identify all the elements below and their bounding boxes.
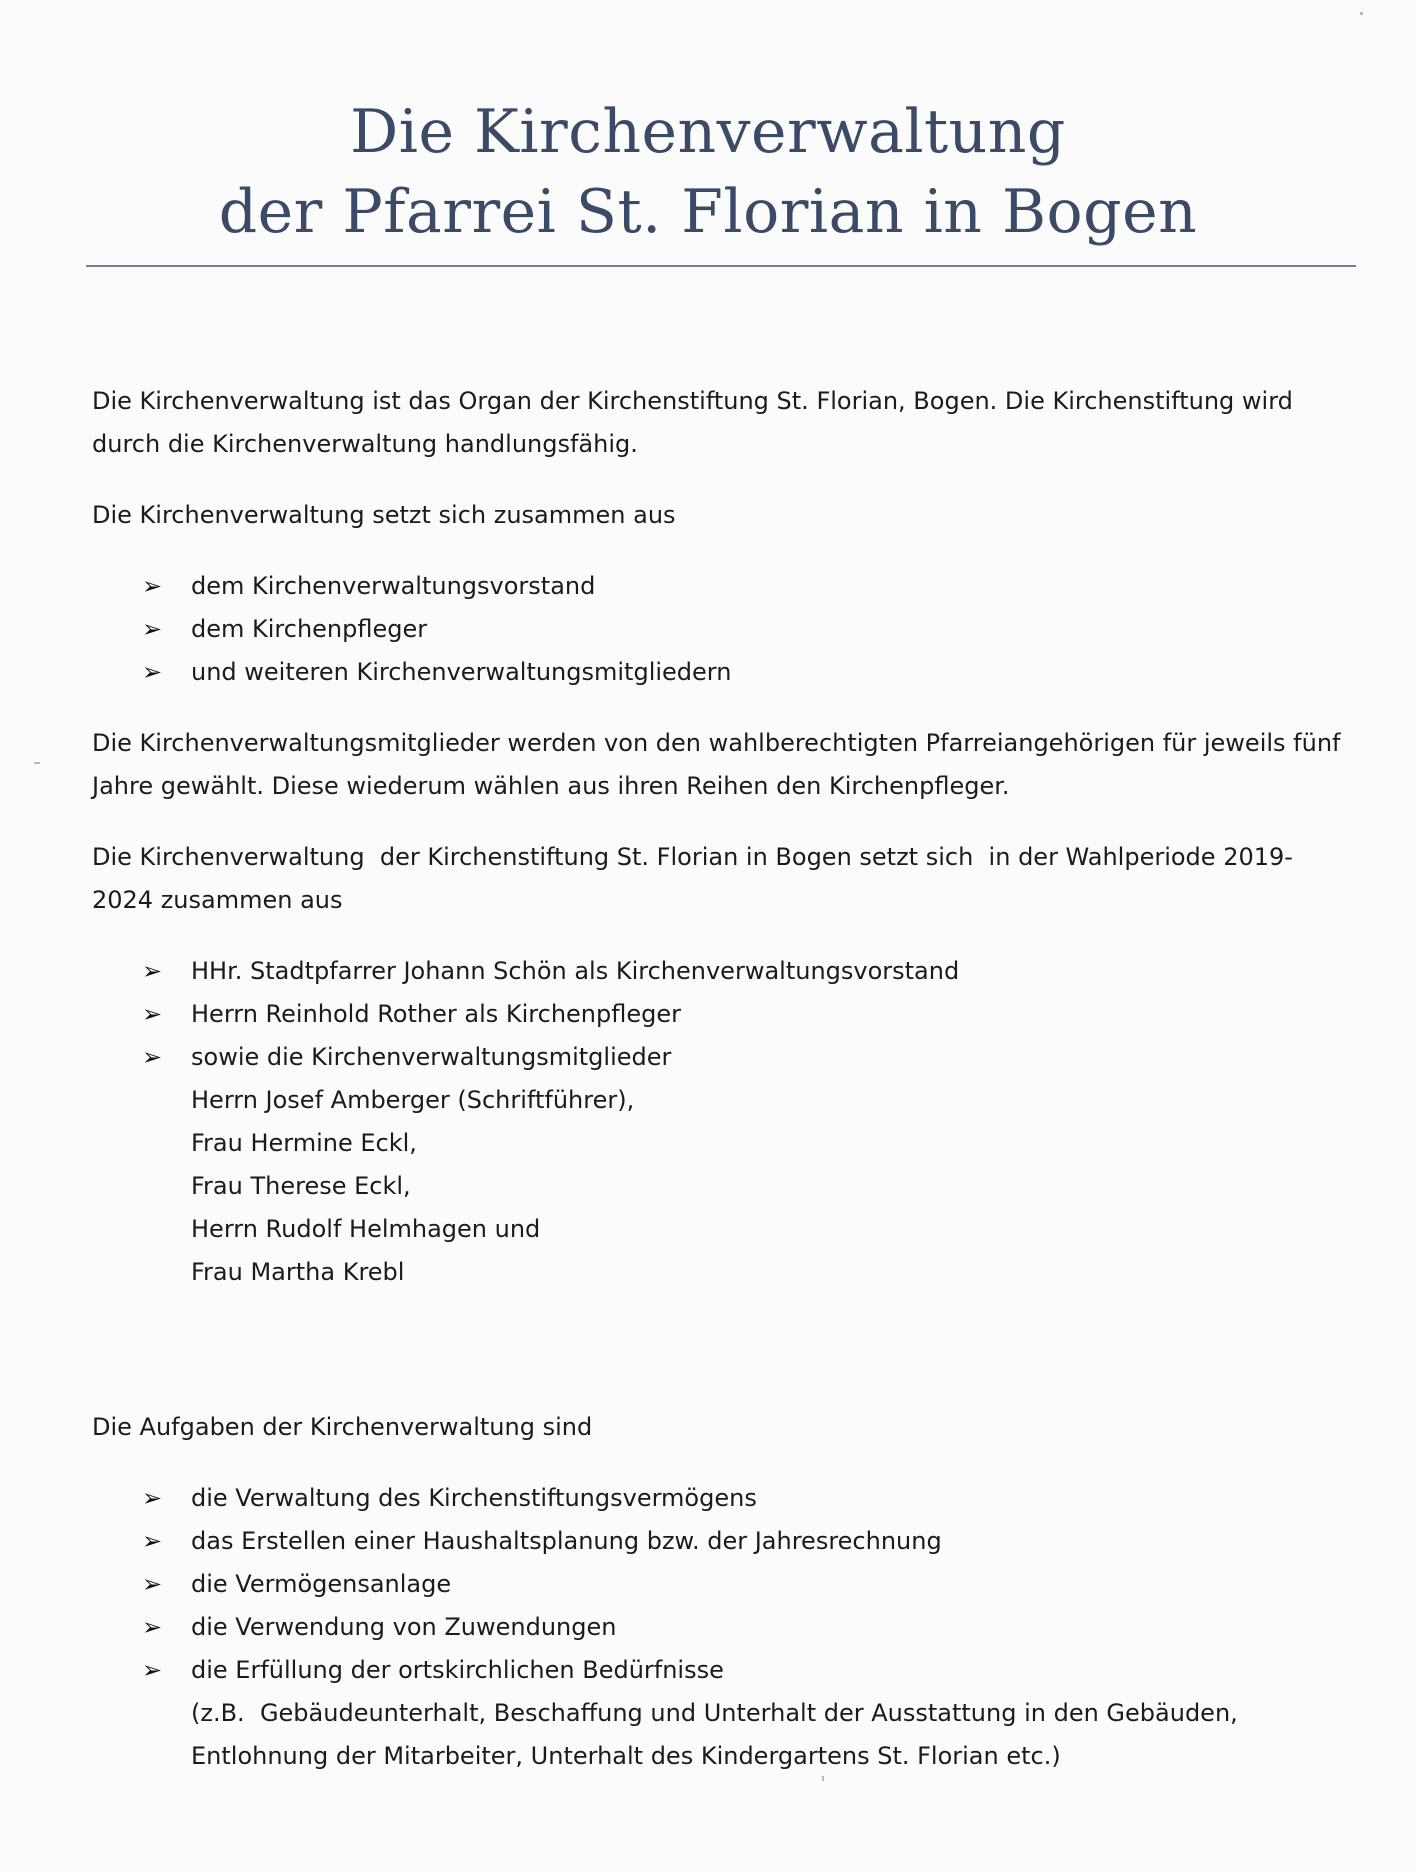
- composition-heading: Die Kirchenverwaltung setzt sich zusammen aus: [92, 501, 676, 529]
- list-item-text: Herrn Reinhold Rother als Kirchenpfleger: [191, 1000, 681, 1028]
- arrowhead-bullet-icon: ➢: [142, 572, 163, 600]
- arrowhead-bullet-icon: ➢: [142, 1527, 163, 1555]
- list-item: [92, 565, 1354, 608]
- list-item: [92, 1606, 1354, 1649]
- arrowhead-bullet-icon: ➢: [142, 1613, 163, 1641]
- arrowhead-bullet-icon: ➢: [142, 1043, 163, 1071]
- tasks-note-line-2: Entlohnung der Mitarbeiter, Unterhalt des Kindergartens St. Florian etc.): [191, 1742, 1061, 1770]
- list-item: [92, 1520, 1354, 1563]
- member-name: Herrn Rudolf Helmhagen und: [191, 1215, 541, 1243]
- arrowhead-bullet-icon: ➢: [142, 1570, 163, 1598]
- title-underline-divider: [86, 265, 1356, 267]
- list-item-text: dem Kirchenverwaltungsvorstand: [191, 572, 596, 600]
- period-line-1: Die Kirchenverwaltung der Kirchenstiftung St. Florian in Bogen setzt sich in der Wahlperiode 2019-: [92, 843, 1293, 871]
- list-item: [92, 1036, 1354, 1079]
- members-list: [92, 950, 1354, 1079]
- list-item-text: die Verwaltung des Kirchenstiftungsvermögens: [191, 1484, 757, 1512]
- list-item: [92, 1477, 1354, 1520]
- election-paragraph: Die Kirchenverwaltungsmitglieder werden von den wahlberechtigten Pfarreiangehörigen für jeweils fünf Jahre gewählt. Diese wiederum wählen aus ihren Reihen den Kirchenpfleger.: [92, 729, 1341, 800]
- list-item-text: die Vermögensanlage: [191, 1570, 452, 1598]
- scan-speck: [1360, 12, 1363, 15]
- list-item-text: das Erstellen einer Haushaltsplanung bzw. der Jahresrechnung: [191, 1527, 942, 1555]
- list-item: [92, 993, 1354, 1036]
- tasks-note-line-1: (z.B. Gebäudeunterhalt, Beschaffung und Unterhalt der Ausstattung in den Gebäuden,: [191, 1699, 1238, 1727]
- list-item: [92, 608, 1354, 651]
- list-item: [92, 651, 1354, 694]
- list-item-text: HHr. Stadtpfarrer Johann Schön als Kirchenverwaltungsvorstand: [191, 957, 960, 985]
- arrowhead-bullet-icon: ➢: [142, 615, 163, 643]
- list-item: [92, 1649, 1354, 1692]
- list-item-text: und weiteren Kirchenverwaltungsmitgliedern: [191, 658, 732, 686]
- title-line-1: Die Kirchenverwaltung: [350, 97, 1066, 167]
- arrowhead-bullet-icon: ➢: [142, 658, 163, 686]
- member-name: Frau Hermine Eckl,: [191, 1129, 417, 1157]
- list-item-text: dem Kirchenpfleger: [191, 615, 428, 643]
- arrowhead-bullet-icon: ➢: [142, 1000, 163, 1028]
- document-body: [92, 380, 1354, 1778]
- tasks-list: [92, 1477, 1354, 1692]
- scan-speck: [822, 1776, 824, 1781]
- page-title: [0, 92, 1416, 252]
- list-item-text: die Erfüllung der ortskirchlichen Bedürfnisse: [191, 1656, 724, 1684]
- member-name: Herrn Josef Amberger (Schriftführer),: [191, 1086, 635, 1114]
- tasks-heading: Die Aufgaben der Kirchenverwaltung sind: [92, 1413, 593, 1441]
- arrowhead-bullet-icon: ➢: [142, 1484, 163, 1512]
- arrowhead-bullet-icon: ➢: [142, 1656, 163, 1684]
- period-paragraph: [92, 836, 1354, 922]
- list-item: [92, 1563, 1354, 1606]
- scan-speck: [34, 762, 40, 764]
- title-line-2: der Pfarrei St. Florian in Bogen: [218, 177, 1198, 247]
- list-item: [92, 950, 1354, 993]
- period-line-2: 2024 zusammen aus: [92, 886, 343, 914]
- member-name: Frau Martha Krebl: [191, 1258, 405, 1286]
- list-item-text: die Verwendung von Zuwendungen: [191, 1613, 617, 1641]
- member-name: Frau Therese Eckl,: [191, 1172, 411, 1200]
- intro-paragraph: Die Kirchenverwaltung ist das Organ der Kirchenstiftung St. Florian, Bogen. Die Kirchenstiftung wird durch die Kirchenverwaltung handlungsfähig.: [92, 387, 1293, 458]
- arrowhead-bullet-icon: ➢: [142, 957, 163, 985]
- composition-list: [92, 565, 1354, 694]
- list-item-text: sowie die Kirchenverwaltungsmitglieder: [191, 1043, 672, 1071]
